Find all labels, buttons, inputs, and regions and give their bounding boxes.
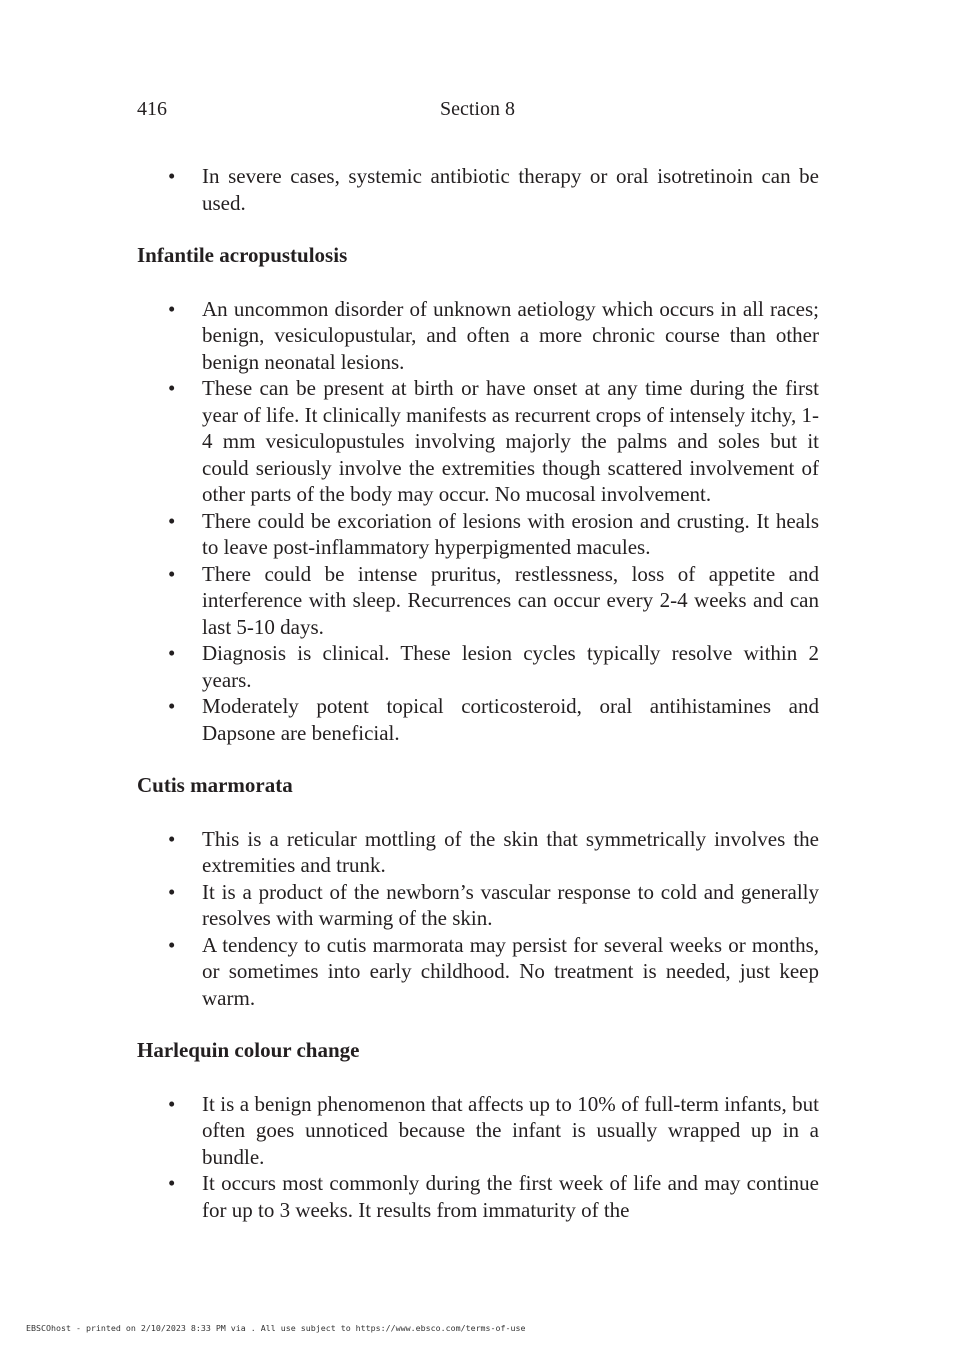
list-item-text: There could be excoriation of lesions with erosion and crusting. It heals to leave post-inflammatory hyperpigmented macules. [202, 508, 819, 559]
list-item [137, 932, 819, 1012]
list-item-text: Diagnosis is clinical. These lesion cycles typically resolve within 2 years. [202, 641, 819, 692]
bullet-icon: • [168, 1091, 176, 1116]
list-item-text: These can be present at birth or have onset at any time during the first year of life. It clinically manifests as recurrent crops of intensely itchy, 1-4 mm vesiculopustules involving majorly the palms and soles but it could seriously involve the extremities though scattered involvement of other parts of the body may occur. No mucosal involvement. [202, 376, 819, 506]
footer-print-notice: EBSCOhost - printed on 2/10/2023 8:33 PM via . All use subject to https://www.ebsco.com/terms-of-use [26, 1323, 526, 1333]
bullet-list-harlequin-colour-change [137, 1091, 819, 1224]
list-item [137, 640, 819, 693]
bullet-list-cutis-marmorata [137, 826, 819, 1012]
list-item [137, 1170, 819, 1223]
bullet-icon: • [168, 508, 176, 533]
running-head: Section 8 [440, 98, 515, 120]
bullet-icon: • [168, 826, 176, 851]
list-item [137, 163, 819, 216]
section-heading-infantile-acropustulosis: Infantile acropustulosis [137, 243, 348, 267]
list-item [137, 1091, 819, 1171]
bullet-icon: • [168, 641, 176, 665]
list-item-text: An uncommon disorder of unknown aetiology which occurs in all races; benign, vesiculopustular, and often a more chronic course than other benign neonatal lesions. [202, 296, 819, 374]
list-item [137, 879, 819, 932]
list-item-text: It is a product of the newborn’s vascular response to cold and generally resolves with warming of the skin. [202, 879, 819, 930]
list-item-text: There could be intense pruritus, restlessness, loss of appetite and interference with sleep. Recurrences can occur every 2-4 weeks and can last 5-10 days. [202, 561, 819, 639]
list-item [137, 508, 819, 561]
section-heading-cutis-marmorata: Cutis marmorata [137, 773, 293, 797]
section-heading-harlequin-colour-change: Harlequin colour change [137, 1038, 360, 1062]
list-item [137, 561, 819, 641]
bullet-icon: • [168, 561, 176, 586]
bullet-icon: • [168, 932, 176, 957]
list-item [137, 375, 819, 508]
bullet-icon: • [168, 296, 176, 321]
bullet-icon: • [168, 164, 176, 188]
list-item-text: A tendency to cutis marmorata may persist for several weeks or months, or sometimes into early childhood. No treatment is needed, just keep warm. [202, 932, 819, 1010]
bullet-icon: • [168, 376, 176, 400]
bullet-icon: • [168, 694, 176, 718]
intro-bullet-list [137, 163, 819, 216]
list-item-text: This is a reticular mottling of the skin that symmetrically involves the extremities and trunk. [202, 826, 819, 877]
bullet-list-infantile-acropustulosis [137, 296, 819, 747]
list-item-text: It is a benign phenomenon that affects up to 10% of full-term infants, but often goes unnoticed because the infant is usually wrapped up in a bundle. [202, 1091, 819, 1169]
list-item [137, 296, 819, 376]
bullet-icon: • [168, 879, 176, 904]
list-item-text: It occurs most commonly during the first week of life and may continue for up to 3 weeks. It results from immaturity of the [202, 1171, 819, 1222]
list-item [137, 826, 819, 879]
list-item [137, 693, 819, 746]
list-item-text: In severe cases, systemic antibiotic therapy or oral isotretinoin can be used. [202, 164, 819, 215]
body-text [137, 163, 819, 1223]
list-item-text: Moderately potent topical corticosteroid, oral antihistamines and Dapsone are beneficial. [202, 694, 819, 745]
bullet-icon: • [168, 1171, 176, 1195]
page-number: 416 [137, 98, 167, 120]
